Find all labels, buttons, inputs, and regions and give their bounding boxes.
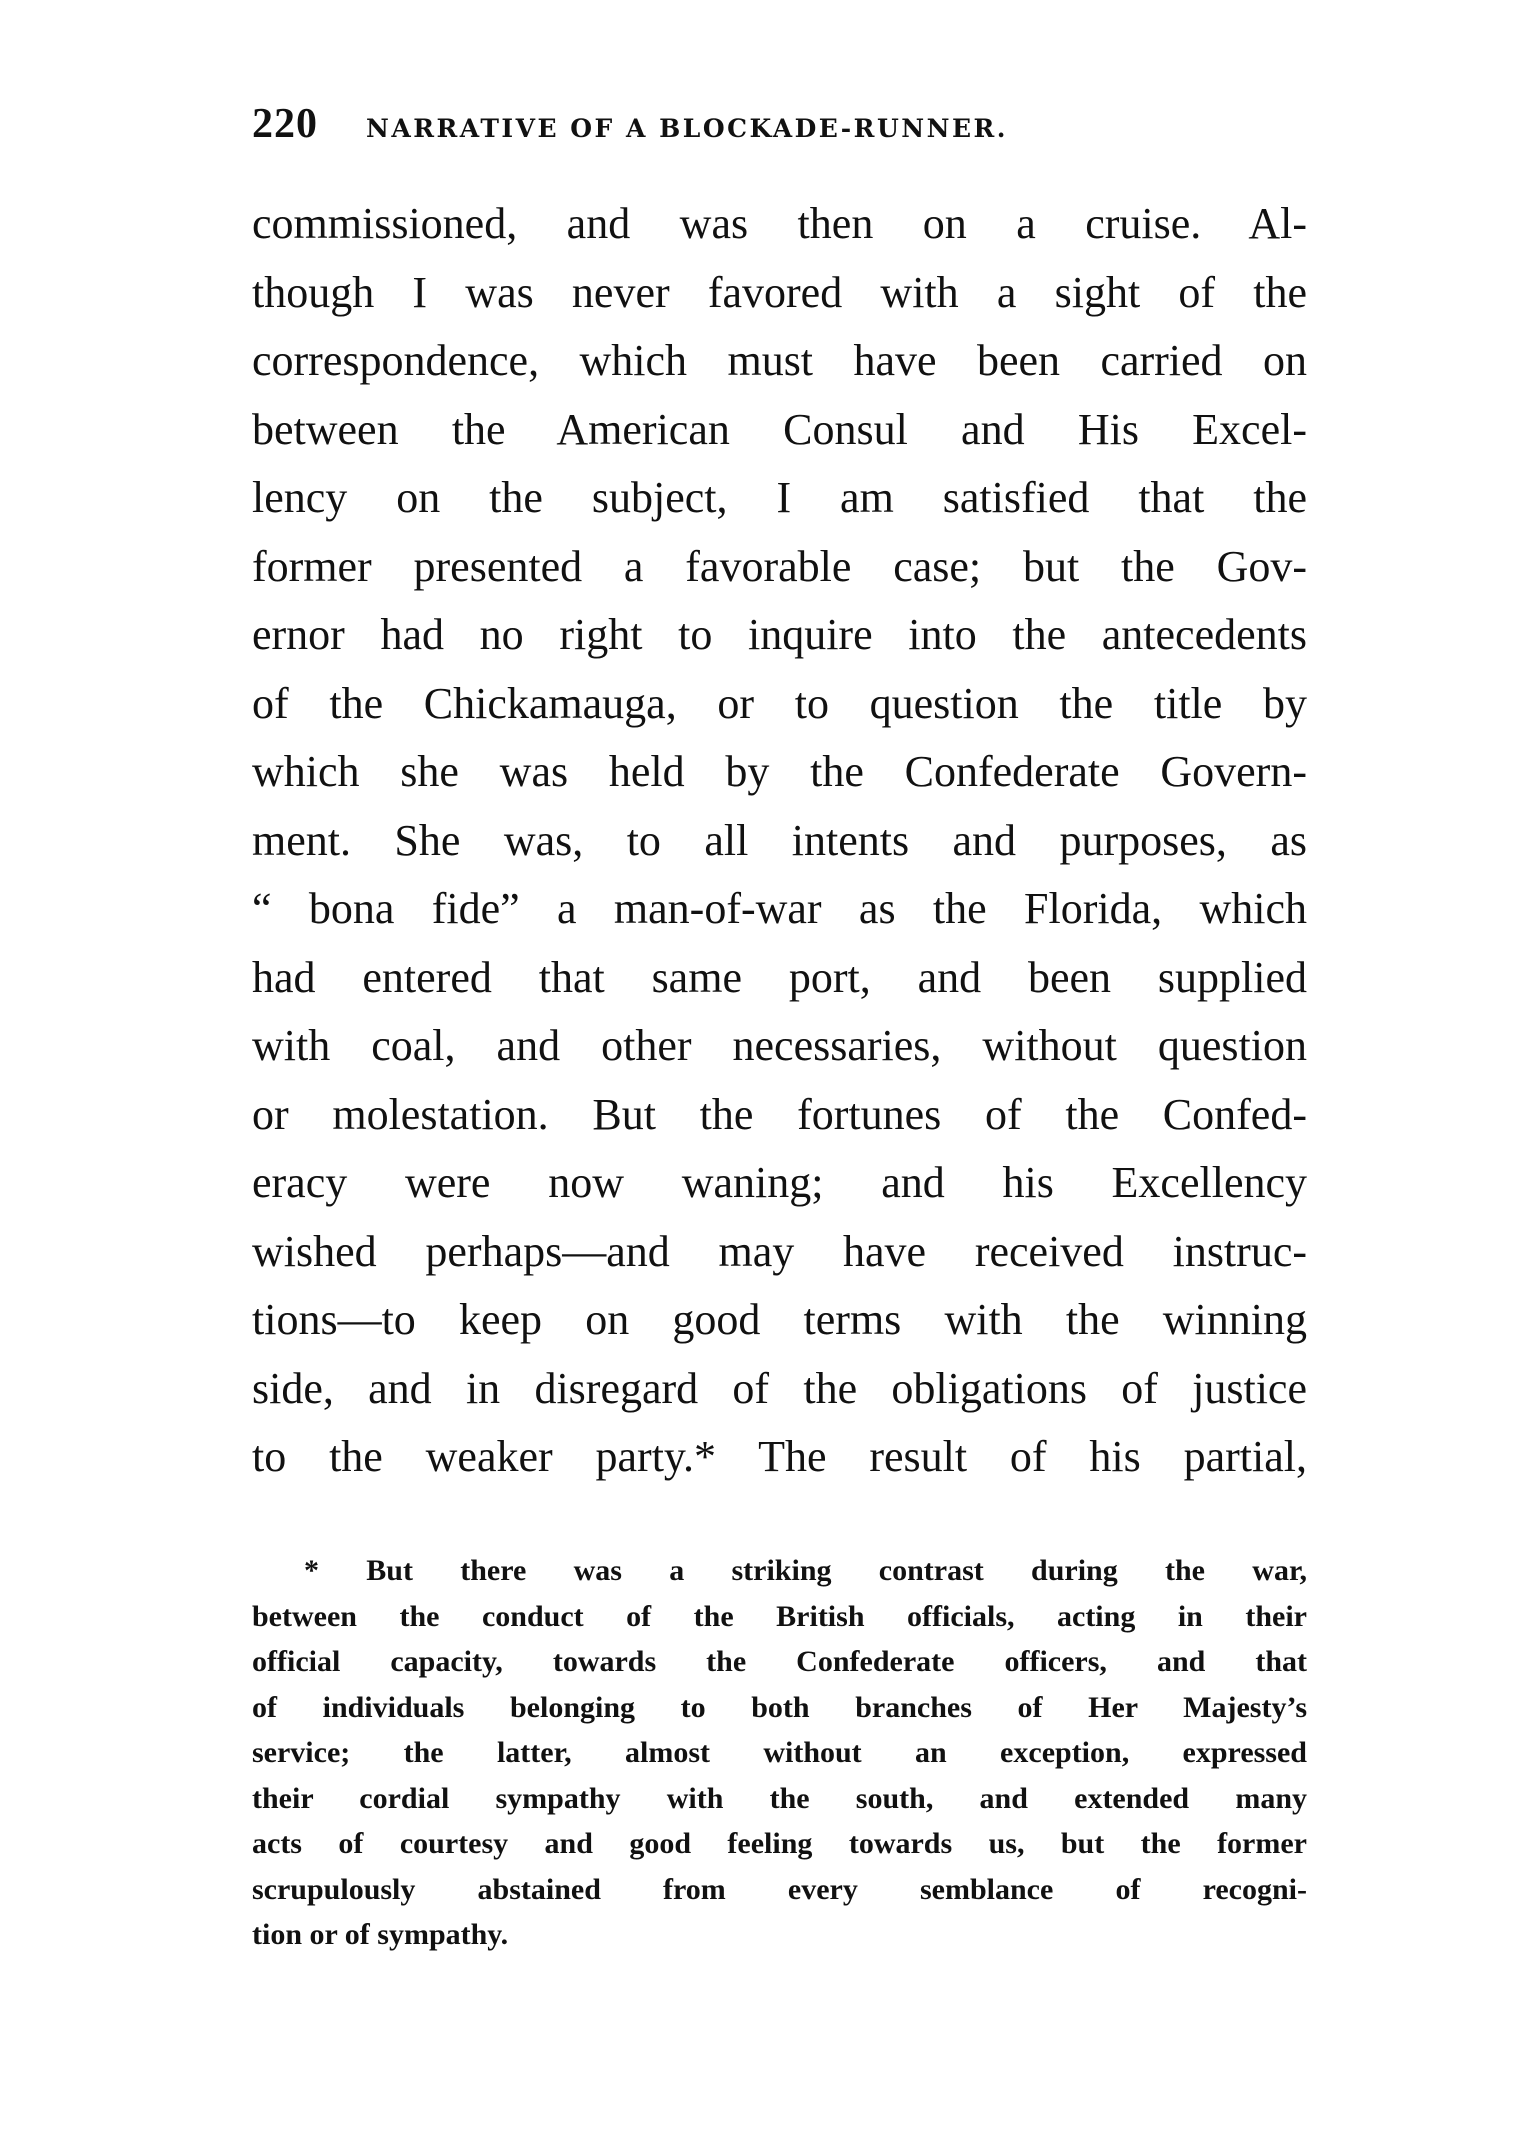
footnote-line: service; the latter, almost without an exception, expressed: [252, 1736, 1307, 1769]
body-text: [252, 190, 1307, 1492]
body-line: wished perhaps—and may have received instruc-: [252, 1226, 1307, 1276]
page-number: 220: [252, 101, 318, 147]
body-line: tions—to keep on good terms with the winning: [252, 1295, 1307, 1344]
body-line: had entered that same port, and been supplied: [252, 952, 1307, 1002]
footnote-line: their cordial sympathy with the south, and extended many: [252, 1781, 1307, 1815]
body-line: eracy were now waning; and his Excellency: [252, 1158, 1307, 1207]
body-line: though I was never favored with a sight of the: [252, 267, 1307, 317]
body-line: side, and in disregard of the obligations of justice: [252, 1363, 1307, 1413]
running-title: NARRATIVE OF A BLOCKADE-RUNNER.: [366, 114, 1009, 143]
page-header: [252, 100, 1312, 148]
body-line: ment. She was, to all intents and purposes, as: [252, 815, 1307, 865]
footnote-line: * But there was a striking contrast during the war,: [304, 1554, 1307, 1587]
body-line: which she was held by the Confederate Govern-: [252, 747, 1307, 796]
body-line: of the Chickamauga, or to question the title by: [252, 678, 1307, 728]
footnote-line: of individuals belonging to both branches of Her Majesty’s: [252, 1690, 1307, 1724]
body-line: or molestation. But the fortunes of the Confed-: [252, 1089, 1307, 1139]
body-line: former presented a favorable case; but the Gov-: [252, 541, 1307, 591]
body-line: to the weaker party.* The result of his partial,: [252, 1432, 1307, 1481]
body-line: between the American Consul and His Excel-: [252, 404, 1307, 454]
body-line: correspondence, which must have been carried on: [252, 336, 1307, 385]
body-line: “ bona fide” a man-of-war as the Florida, which: [252, 884, 1307, 933]
footnote-line: tion or of sympathy.: [252, 1918, 509, 1951]
body-line: ernor had no right to inquire into the antecedents: [252, 610, 1307, 659]
body-line: commissioned, and was then on a cruise. Al-: [252, 199, 1307, 248]
body-line: with coal, and other necessaries, without question: [252, 1021, 1307, 1070]
footnote: [252, 1548, 1307, 1958]
footnote-line: scrupulously abstained from every semblance of recogni-: [252, 1872, 1307, 1906]
footnote-line: official capacity, towards the Confederate officers, and that: [252, 1645, 1307, 1678]
footnote-line: between the conduct of the British officials, acting in their: [252, 1599, 1307, 1633]
body-line: lency on the subject, I am satisfied that the: [252, 473, 1307, 522]
footnote-line: acts of courtesy and good feeling towards us, but the former: [252, 1827, 1307, 1860]
